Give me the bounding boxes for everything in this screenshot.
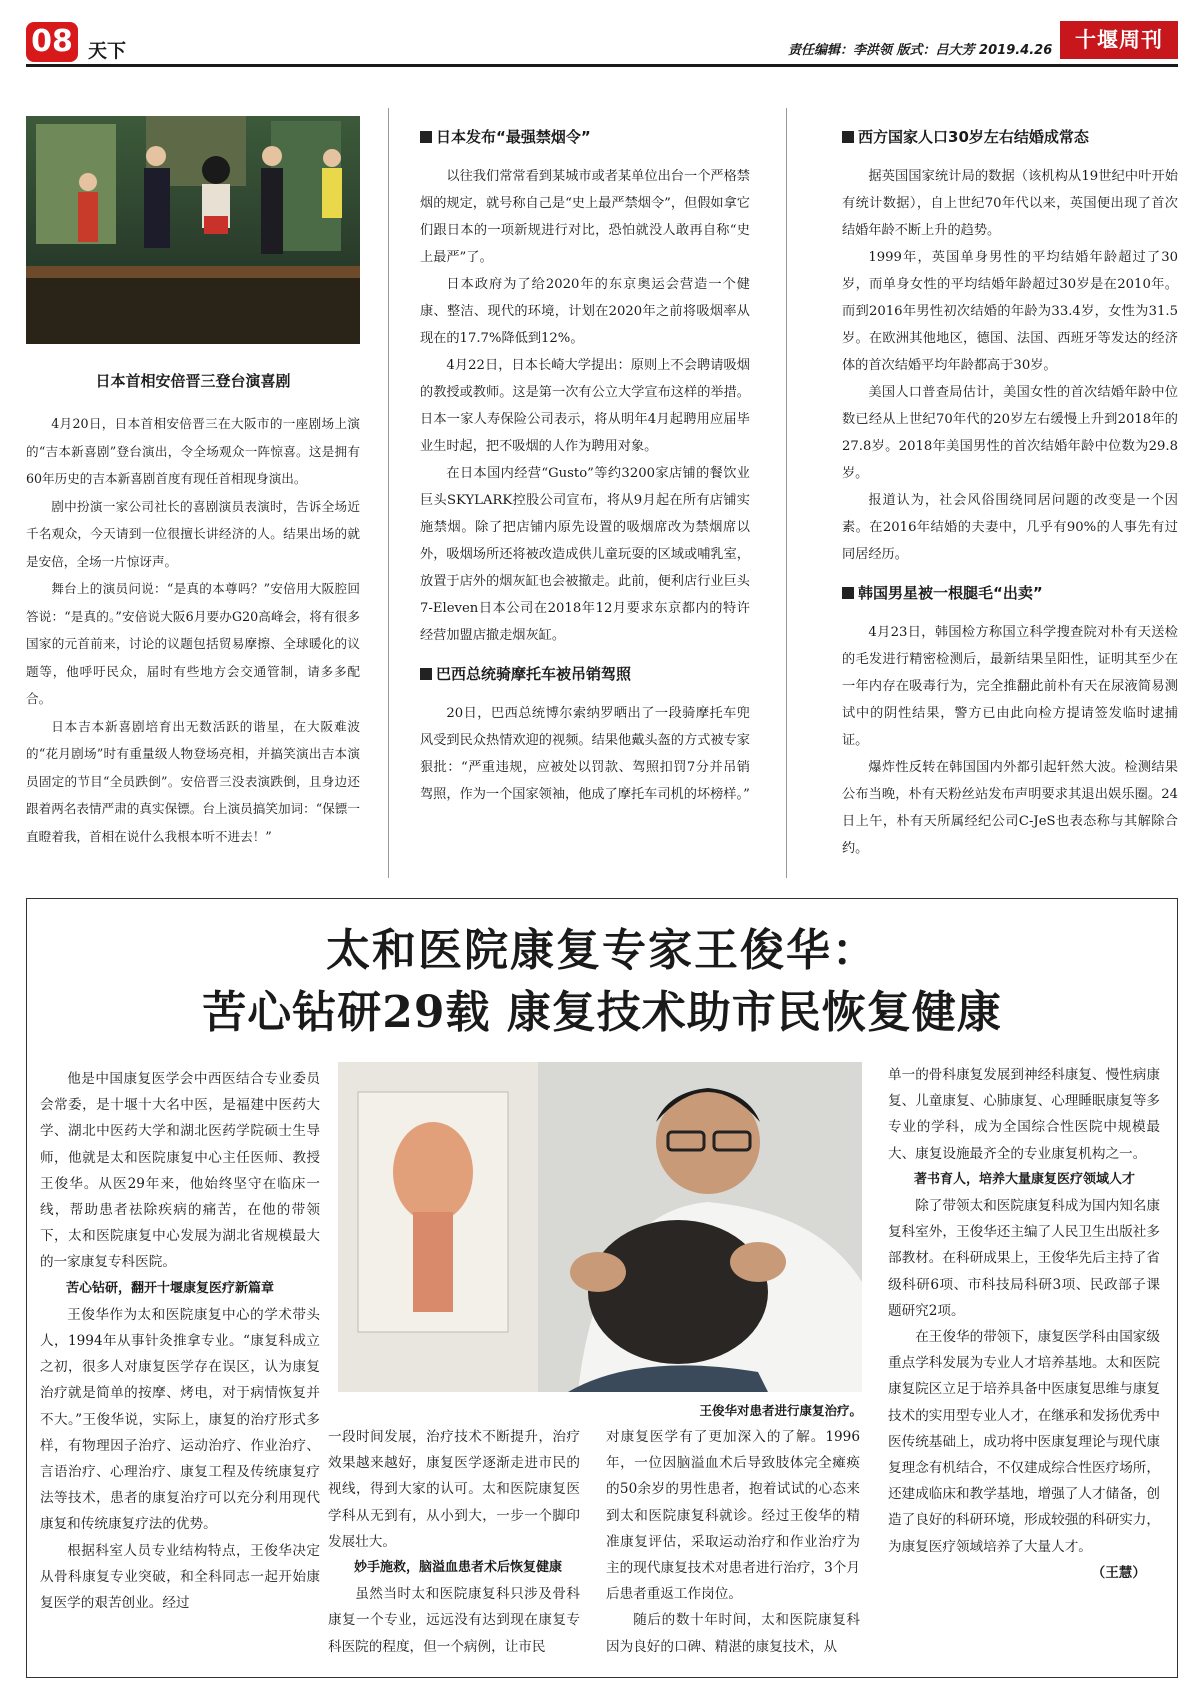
photo-caption: 王俊华对患者进行康复治疗。 <box>699 1403 862 1418</box>
middle-column <box>420 126 750 808</box>
article-paragraph: 4月22日，日本长崎大学提出：原则上不会聘请吸烟的教授或教师。这是第一次有公立大学宣布这样的举措。日本一家人寿保险公司表示，将从明年4月起聘用应届毕业生时起，把不吸烟的人作为聘用对象。 <box>420 358 750 454</box>
article-heading: 韩国男星被一根腿毛“出卖” <box>842 582 1178 603</box>
article-paragraph: 日本吉本新喜剧培育出无数活跃的谐星，在大阪难波的“花月剧场”时有重量级人物登场亮相，并搞笑演出吉本演员固定的节目“全员跌倒”。安倍晋三没表演跌倒，且身边还跟着两名表情严肃的真实保镖。台上演员搞笑加词：“保镖一直瞪着我，首相在说什么我根本听不进去！” <box>26 718 360 844</box>
article-paragraph: 对康复医学有了更加深入的了解。1996年，一位因脑溢血术后导致肢体完全瘫痪的50余岁的男性患者，抱着试试的心态来到太和医院康复科就诊。经过王俊华的精准康复评估，采取运动治疗和作业治疗为主的现代康复技术对患者进行治疗，3个月后患者重返工作岗位。 <box>606 1429 860 1603</box>
photo-caption: 日本首相安倍晋三登台演喜剧 <box>95 372 291 390</box>
square-bullet-icon <box>420 668 432 680</box>
article-paragraph: 在日本国内经营“Gusto”等约3200家店铺的餐饮业巨头SKYLARK控股公司宣布，将从9月起在所有店铺实施禁烟。除了把店铺内原先设置的吸烟席改为禁烟席以外，吸烟场所还将被改造成供儿童玩耍的区域或哺乳室，放置于店外的烟灰缸也会被撤走。此前，便利店行业巨头7-Eleven日本公司在2018年12月要求东京都内的特许经营加盟店撤走烟灰缸。 <box>420 466 750 643</box>
article-paragraph: 爆炸性反转在韩国国内外都引起轩然大波。检测结果公布当晚，朴有天粉丝站发布声明要求其退出娱乐圈。24日上午，朴有天所属经纪公司C-JeS也表态称与其解除合约。 <box>842 760 1178 856</box>
article-paragraph: 4月20日，日本首相安倍晋三在大阪市的一座剧场上演的“吉本新喜剧”登台演出，令全场观众一阵惊喜。这是拥有60年历史的吉本新喜剧首度有现任首相现身演出。 <box>26 416 360 486</box>
article-paragraph: 他是中国康复医学会中西医结合专业委员会常委，是十堰十大名中医，是福建中医药大学、湖北中医药大学和湖北医药学院硕士生导师，他就是太和医院康复中心主任医师、教授王俊华。从医29年来，他始终坚守在临床一线，帮助患者祛除疾病的痛苦，在他的带领下，太和医院康复中心发展为湖北省规模最大的一家康复专科医院。 <box>40 1071 320 1271</box>
subheading: 妙手施救，脑溢血患者术后恢复健康 <box>354 1560 563 1576</box>
article-paragraph: 除了带领太和医院康复科成为国内知名康复科室外，王俊华还主编了人民卫生出版社多部教材。在科研成果上，王俊华先后主持了省级科研6项、市科技局科研3项、民政部子课题研究2项。 <box>888 1198 1160 1319</box>
header-rule <box>26 64 1178 67</box>
square-bullet-icon <box>420 131 432 143</box>
article-paragraph: 20日，巴西总统博尔索纳罗晒出了一段骑摩托车兜风受到民众热情欢迎的视频。结果他戴头盔的方式被专家狠批：“严重违规，应被处以罚款、驾照扣罚7分并吊销驾照，作为一个国家领袖，他成了摩托车司机的坏榜样。” <box>420 706 750 802</box>
right-column <box>842 126 1178 862</box>
feature-column-4 <box>888 1062 1160 1586</box>
subheading: 著书育人，培养大量康复医疗领域人才 <box>914 1171 1136 1187</box>
korean-star-article <box>842 619 1178 862</box>
section-name: 天下 <box>88 40 127 62</box>
brazil-president-article <box>420 700 750 808</box>
article-paragraph: 日本政府为了给2020年的东京奥运会营造一个健康、整洁、现代的环境，计划在2020年之前将吸烟率从现在的17.7%降低到12%。 <box>420 277 750 346</box>
article-paragraph: 4月23日，韩国检方称国立科学搜查院对朴有天送检的毛发进行精密检测后，最新结果呈阳性，证明其至少在一年内存在吸毒行为，完全推翻此前朴有天在尿液简易测试中的阴性结果，警方已由此向检方提请签发临时逮捕证。 <box>842 625 1178 748</box>
byline: （王慧） <box>1091 1564 1146 1581</box>
feature-column-3 <box>606 1424 860 1660</box>
article-heading: 西方国家人口30岁左右结婚成常态 <box>842 126 1178 147</box>
column-divider <box>388 108 389 878</box>
page-number: 08 <box>26 22 78 62</box>
article-paragraph: 美国人口普查局估计，美国女性的首次结婚年龄中位数已经从上世纪70年代的20岁左右缓慢上升到2018年的27.8岁。2018年美国男性的首次结婚年龄中位数为29.8岁。 <box>842 385 1178 481</box>
square-bullet-icon <box>842 131 854 143</box>
article-paragraph: 在王俊华的带领下，康复医学科由国家级重点学科发展为专业人才培养基地。太和医院康复院区立足于培养具备中医康复思维与康复技术的实用型专业人才，在继承和发扬优秀中医传统基础上，成功将中医康复理论与现代康复理念有机结合，不仅建成综合性医疗场所，还建成临床和教学基地，增强了人才储备，创造了良好的科研环境，形成较强的科研实力，为康复医疗领域培养了大量人才。 <box>888 1329 1160 1555</box>
feature-column-1 <box>40 1066 320 1616</box>
article-paragraph: 随后的数十年时间，太和医院康复科因为良好的口碑、精湛的康复技术，从 <box>606 1612 860 1655</box>
article-heading: 巴西总统骑摩托车被吊销驾照 <box>420 663 750 684</box>
feature-column-2 <box>328 1424 580 1660</box>
column-divider <box>786 108 787 878</box>
article-paragraph: 据英国国家统计局的数据（该机构从19世纪中叶开始有统计数据），自上世纪70年代以来，英国便出现了首次结婚年龄不断上升的趋势。 <box>842 169 1178 238</box>
article-paragraph: 1999年，英国单身男性的平均结婚年龄超过了30岁，而单身女性的平均结婚年龄超过30岁是在2010年。而到2016年男性初次结婚的年龄为33.4岁，女性为31.5岁。在欧洲其他地区，德国、法国、西班牙等发达的经济体的首次结婚平均年龄都高于30岁。 <box>842 250 1178 373</box>
stage-performance-photo <box>26 116 360 344</box>
marriage-age-article <box>842 163 1178 568</box>
article-paragraph: 一段时间发展，治疗技术不断提升，治疗效果越来越好，康复医学逐渐走进市民的视线，得到大家的认可。太和医院康复医学科从无到有，从小到大，一步一个脚印发展壮大。 <box>328 1429 580 1550</box>
masthead-logo: 十堰周刊 <box>1060 21 1178 59</box>
article-paragraph: 以往我们常常看到某城市或者某单位出台一个严格禁烟的规定，就号称自己是“史上最严禁烟令”，但假如拿它们跟日本的一项新规进行对比，恐怕就没人敢再自称“史上最严”了。 <box>420 169 750 265</box>
article-paragraph: 王俊华作为太和医院康复中心的学术带头人，1994年从事针灸推拿专业。“康复科成立之初，很多人对康复医学存在误区，认为康复治疗就是简单的按摩、烤电，对于病情恢复并不大。”王俊华说，实际上，康复的治疗形式多样，有物理因子治疗、运动治疗、作业治疗、言语治疗、心理治疗、康复工程及传统康复疗法等技术，患者的康复治疗可以充分利用现代康复和传统康复疗法的优势。 <box>40 1306 320 1533</box>
article-paragraph: 根据科室人员专业结构特点，王俊华决定从骨科康复专业突破，和全科同志一起开始康复医学的艰苦创业。经过 <box>40 1542 320 1612</box>
feature-title-line2: 苦心钻研29载 康复技术助市民恢复健康 <box>202 987 1002 1038</box>
abe-comedy-article <box>26 410 360 850</box>
smoking-ban-article <box>420 163 750 649</box>
subheading: 苦心钻研，翻开十堰康复医疗新篇章 <box>66 1280 275 1296</box>
article-paragraph: 报道认为，社会风俗围绕同居问题的改变是一个因素。在2016年结婚的夫妻中，几乎有90%的人事先有过同居经历。 <box>842 493 1178 562</box>
editor-credits: 责任编辑：李洪领 版式：吕大芳 2019.4.26 <box>788 43 1053 58</box>
article-heading: 日本发布“最强禁烟令” <box>420 126 750 147</box>
feature-title-line1: 太和医院康复专家王俊华： <box>326 925 878 976</box>
rehab-treatment-photo <box>338 1062 862 1392</box>
article-paragraph: 虽然当时太和医院康复科只涉及骨科康复一个专业，远远没有达到现在康复专科医院的程度，但一个病例，让市民 <box>328 1586 580 1655</box>
article-paragraph: 舞台上的演员问说：“是真的本尊吗？”安倍用大阪腔回答说：“是真的。”安倍说大阪6月要办G20高峰会，将有很多国家的元首前来，讨论的议题包括贸易摩擦、全球暖化的议题等，他呼吁民众，届时有些地方会交通管制，请多多配合。 <box>26 581 360 706</box>
article-paragraph: 剧中扮演一家公司社长的喜剧演员表演时，告诉全场近千名观众，今天请到一位很擅长讲经济的人。结果出场的就是安倍，全场一片惊讶声。 <box>26 498 360 569</box>
square-bullet-icon <box>842 587 854 599</box>
article-paragraph: 单一的骨科康复发展到神经科康复、慢性病康复、儿童康复、心肺康复、心理睡眠康复等多专业的学科，成为全国综合性医院中规模最大、康复设施最齐全的专业康复机构之一。 <box>888 1067 1160 1162</box>
